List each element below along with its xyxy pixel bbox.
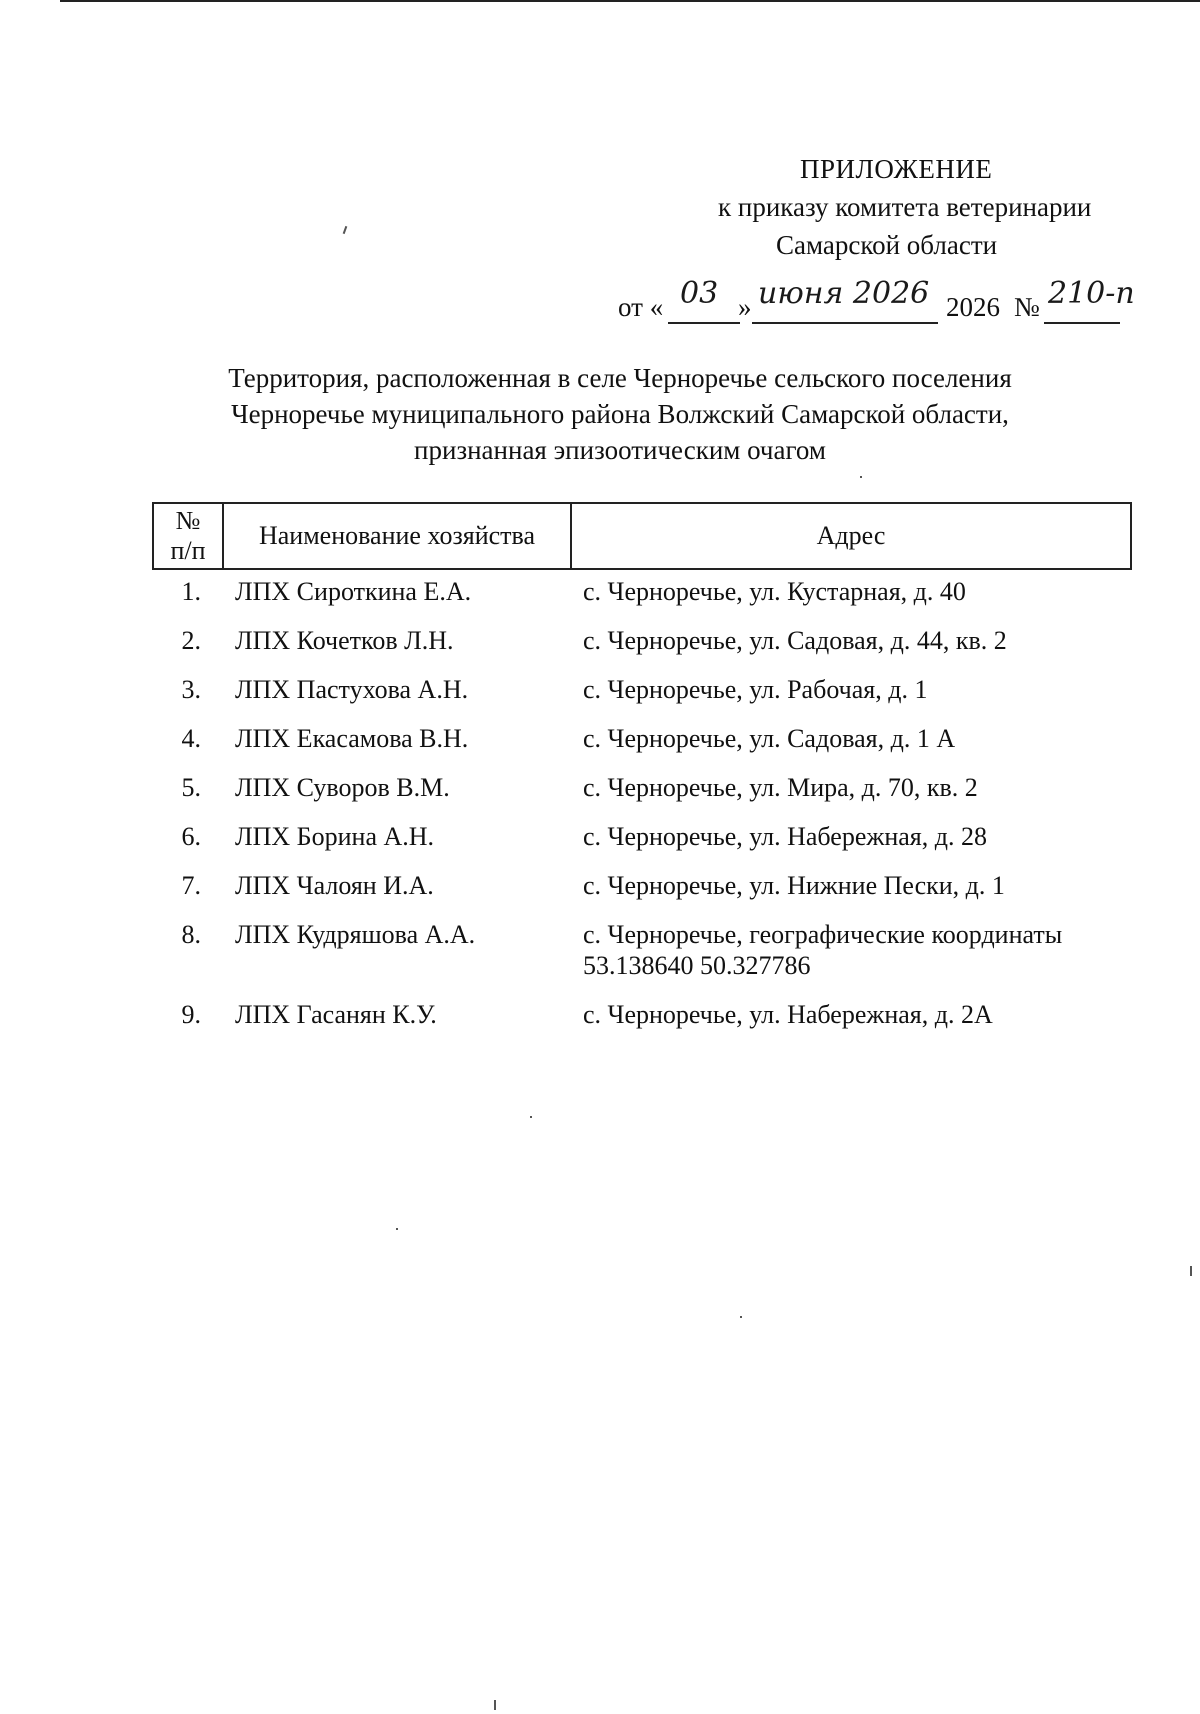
heading-line2: Черноречье муниципального района Волжский Самарской области,	[231, 399, 1009, 429]
row-farm-name: ЛПХ Кудряшова А.А.	[235, 920, 476, 949]
month-underline	[752, 322, 938, 324]
table-row	[153, 668, 1131, 717]
table-row	[153, 619, 1131, 668]
header-address: Адрес	[571, 503, 1131, 569]
row-farm-name: ЛПХ Екасамова В.Н.	[235, 724, 469, 753]
row-number: 9.	[181, 1000, 201, 1029]
address-line: 53.138640 50.327786	[583, 951, 811, 980]
table-row	[153, 569, 1131, 619]
header-number	[153, 503, 223, 569]
scan-speck	[343, 226, 348, 234]
header-farm-name: Наименование хозяйства	[223, 503, 571, 569]
address-line: с. Черноречье, ул. Нижние Пески, д. 1	[583, 871, 1005, 900]
scan-speck	[740, 1316, 742, 1318]
table-row	[153, 913, 1131, 993]
document-heading	[120, 360, 1120, 468]
table-row	[153, 864, 1131, 913]
row-address	[571, 993, 1131, 1042]
heading-line1: Территория, расположенная в селе Черноречье сельского поселения	[228, 363, 1012, 393]
row-address	[571, 619, 1131, 668]
row-number: 8.	[181, 920, 201, 949]
appendix-title: ПРИЛОЖЕНИЕ	[800, 154, 993, 184]
row-number: 3.	[181, 675, 201, 704]
row-number: 2.	[181, 626, 201, 655]
scan-speck	[530, 1116, 532, 1118]
row-address	[571, 569, 1131, 619]
row-farm-name: ЛПХ Кочетков Л.Н.	[235, 626, 454, 655]
header-number-sign: №	[175, 506, 201, 535]
row-number: 4.	[181, 724, 201, 753]
row-address	[571, 717, 1131, 766]
appendix-subtitle-line2: Самарской области	[776, 230, 998, 260]
table-row	[153, 815, 1131, 864]
farms-table-wrap	[152, 502, 1132, 1042]
address-line: с. Черноречье, географические координаты	[583, 920, 1063, 949]
address-line: с. Черноречье, ул. Рабочая, д. 1	[583, 675, 928, 704]
row-address	[571, 815, 1131, 864]
row-number: 5.	[181, 773, 201, 802]
table-header-row	[153, 503, 1131, 569]
order-month-handwritten: июня 2026	[758, 276, 930, 311]
order-date-number-line	[618, 276, 1178, 332]
top-scan-edge	[60, 0, 1200, 2]
row-address	[571, 668, 1131, 717]
address-line: с. Черноречье, ул. Набережная, д. 28	[583, 822, 987, 851]
scan-speck	[1190, 1266, 1192, 1276]
appendix-subtitle-line1: к приказу комитета ветеринарии	[718, 192, 1092, 222]
row-address	[571, 766, 1131, 815]
order-number-handwritten: 210-п	[1048, 276, 1135, 311]
table-row	[153, 766, 1131, 815]
scan-speck	[396, 1228, 398, 1230]
order-year: 2026	[946, 292, 1000, 322]
address-line: с. Черноречье, ул. Мира, д. 70, кв. 2	[583, 773, 978, 802]
row-number: 7.	[181, 871, 201, 900]
order-number-sign: №	[1014, 292, 1040, 322]
row-address	[571, 864, 1131, 913]
address-line: с. Черноречье, ул. Кустарная, д. 40	[583, 577, 966, 606]
header-number-pp: п/п	[170, 536, 206, 565]
table-row	[153, 993, 1131, 1042]
order-day-handwritten: 03	[680, 276, 719, 311]
row-farm-name: ЛПХ Суворов В.М.	[235, 773, 450, 802]
row-farm-name: ЛПХ Пастухова А.Н.	[235, 675, 469, 704]
day-underline	[668, 322, 740, 324]
address-line: с. Черноречье, ул. Садовая, д. 1 А	[583, 724, 956, 753]
row-farm-name: ЛПХ Сироткина Е.А.	[235, 577, 472, 606]
address-line: с. Черноречье, ул. Садовая, д. 44, кв. 2	[583, 626, 1007, 655]
scan-speck	[494, 1700, 496, 1710]
row-farm-name: ЛПХ Борина А.Н.	[235, 822, 435, 851]
row-farm-name: ЛПХ Гасанян К.У.	[235, 1000, 437, 1029]
order-prefix: от «	[618, 292, 664, 322]
table-body	[153, 569, 1131, 1042]
row-number: 6.	[181, 822, 201, 851]
heading-line3: признанная эпизоотическим очагом	[414, 435, 826, 465]
order-close-quote: »	[738, 292, 752, 322]
address-line: с. Черноречье, ул. Набережная, д. 2А	[583, 1000, 993, 1029]
row-address	[571, 913, 1131, 993]
number-underline	[1044, 322, 1120, 324]
farms-table	[152, 502, 1132, 1042]
scan-speck	[860, 476, 862, 478]
table-row	[153, 717, 1131, 766]
row-number: 1.	[181, 577, 201, 606]
row-farm-name: ЛПХ Чалоян И.А.	[235, 871, 434, 900]
